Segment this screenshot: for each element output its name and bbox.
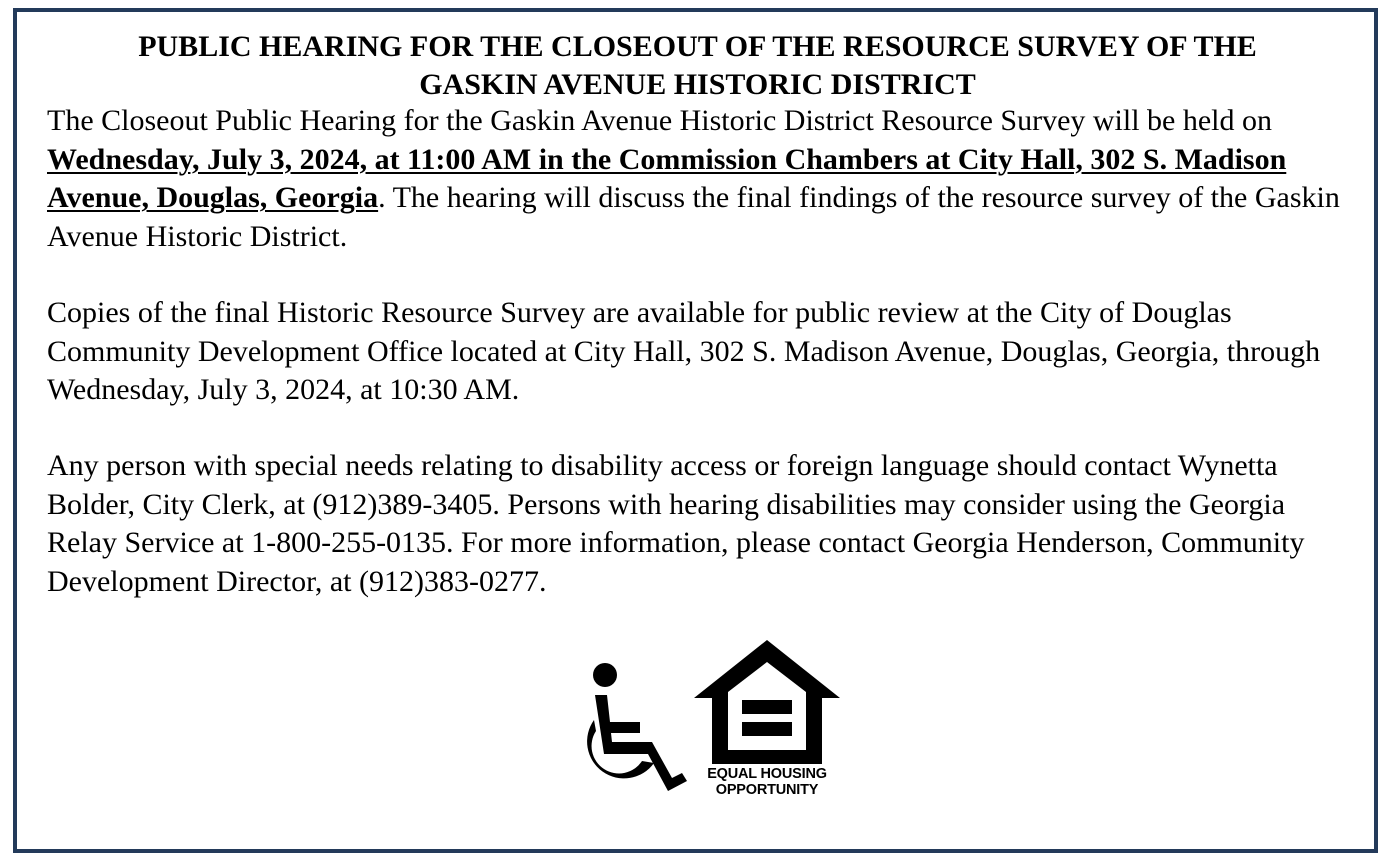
hearing-lead-text: The Closeout Public Hearing for the Gaskin Avenue Historic District Resource Survey will be held on xyxy=(47,104,1273,137)
notice-title xyxy=(0,28,1395,104)
hearing-tail-text: . The hearing will discuss the final findings of the resource survey of the Gaskin Avenue Historic District. xyxy=(47,181,1340,253)
equal-housing-line-1: EQUAL HOUSING xyxy=(707,766,827,782)
logos-area xyxy=(558,638,848,808)
wheelchair-icon xyxy=(558,650,688,795)
hearing-paragraph xyxy=(47,102,1347,256)
hearing-date-location: Wednesday, July 3, 2024, at 11:00 AM in the Commission Chambers at City Hall, 302 S. Madison Avenue, Douglas, Georgia xyxy=(47,142,1287,214)
equal-housing-icon xyxy=(692,638,842,766)
equal-housing-logo xyxy=(692,638,842,808)
title-line-1: PUBLIC HEARING FOR THE CLOSEOUT OF THE RESOURCE SURVEY OF THE xyxy=(138,30,1257,63)
title-line-2: GASKIN AVENUE HISTORIC DISTRICT xyxy=(419,68,976,101)
copies-paragraph: Copies of the final Historic Resource Survey are available for public review at the City of Douglas Community Development Office located at City Hall, 302 S. Madison Avenue, Douglas, Georgia, through Wednesday, July 3, 2024, at 10:30 AM. xyxy=(47,296,1321,406)
contact-paragraph: Any person with special needs relating to disability access or foreign language should contact Wynetta Bolder, City Clerk, at (912)389-3405. Persons with hearing disabilities may consider using the Georgia Relay Service at 1-800-255-0135. For more information, please contact Georgia Henderson, Community Development Director, at (912)383-0277. xyxy=(47,449,1305,598)
equal-housing-line-2: OPPORTUNITY xyxy=(715,782,819,798)
